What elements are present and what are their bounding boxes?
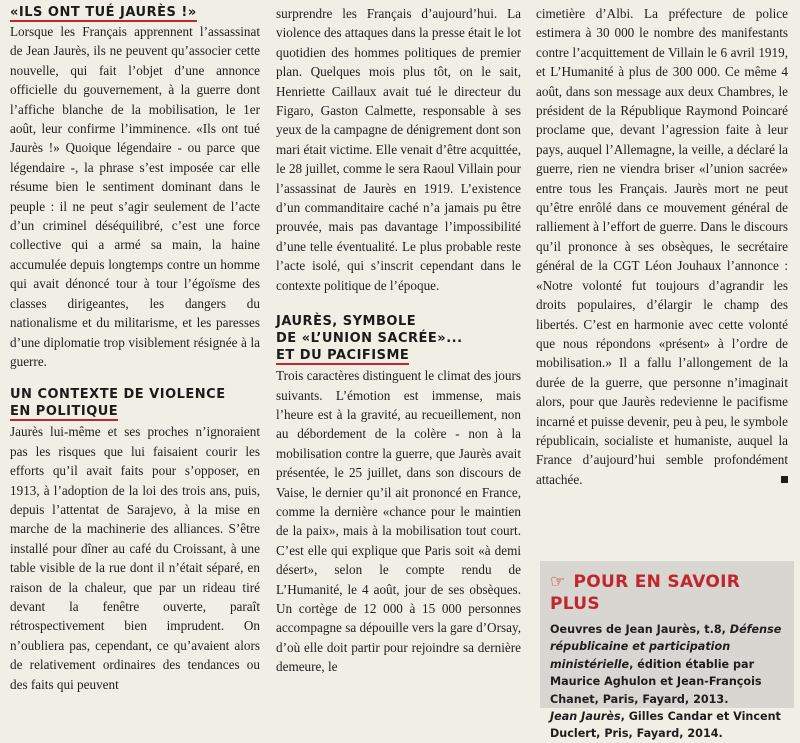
paragraph-col1-1: Lorsque les Français apprennent l’assassinat de Jean Jaurès, ils ne peuvent qu’associer cette nouvelle, qui fait l’objet d’une annonce officielle du gouvernement, à la guerre dont l’affiche blanche de la mobilisation, le 1er août, leur confirme l’imminence. «Ils ont tué Jaurès !» Quoique légendaire - ou parce que légendaire -, la phrase s’est imposée car elle résume bien le sentiment dominant dans le peuple : il ne peut s’agir seulement de l’acte d’un criminel déséquilibré, c’est une force collective qui a armé sa main, la haine accumulée depuis longtemps contre un homme qui avait dénoncé tour à tour l’égoïsme des classes dirigeantes, les dangers du nationalisme et du militarisme, et les paresses d’une diplomatie trop visiblement résignée à la guerre. xyxy=(10,24,260,369)
further-reading-box xyxy=(540,561,794,741)
heading-contexte-violence: UN CONTEXTE DE VIOLENCE EN POLITIQUE xyxy=(10,387,226,420)
heading-ils-ont-tue-jaures: «ILS ONT TUÉ JAURÈS !» xyxy=(10,5,197,20)
pointing-hand-icon: ☞ xyxy=(550,572,566,592)
paragraph-col2-2: Trois caractères distinguent le climat des jours suivants. L’émotion est immense, mais l’heure est à la gravité, au recueillement, non au débordement de la colère - non à la mobilisation contre la guerre, que Jaurès avait présentée, le 25 juillet, dans son discours de Vaise, le dernier qu’il ait prononcé en France, comme la dernière «chance pour le maintien de la paix», mais à la mobilisation tout court. C’est elle qui explique que Paris soit «à demi désert», selon le compte rendu de L’Humanité, le 4 août, jour de ses obsèques. Un cortège de 12 000 à 15 000 personnes accompagne sa dépouille vers la gare d’Orsay, d’où elle doit partir pour rejoindre sa dernière demeure, le xyxy=(276,368,521,675)
further-reading-title: ☞ POUR EN SAVOIR PLUS xyxy=(550,572,741,614)
column-2 xyxy=(276,4,521,677)
paragraph-col2-1: surprendre les Français d’aujourd’hui. La violence des attaques dans la presse était le lot quotidien des hommes politiques de premier plan. Quelques mois plus tôt, on le sait, Henriette Caillaux avait tué le directeur du Figaro, Gaston Calmette, responsable à ses yeux de la campagne de dénigrement dont son mari était victime. Elle venait d’être acquittée, le 28 juillet, comme le sera Raoul Villain pour l’assassinat de Jaurès en 1919. L’existence d’un commanditaire caché n’a jamais pu être prouvée, mais pas davantage l’impossibilité d’une telle éventualité. Le plus probable reste l’acte isolé, qui s’inscrit cependant dans le contexte politique de l’époque. xyxy=(276,6,521,293)
column-3 xyxy=(536,4,788,489)
reference-2: Jean Jaurès, Gilles Candar et Vincent Duclert, Pris, Fayard, 2014. xyxy=(550,710,781,741)
paragraph-col1-2: Jaurès lui-même et ses proches n’ignoraient pas les risques que lui faisaient courir les efforts qu’il avait faits pour s’opposer, en 1913, à l’adoption de la loi des trois ans, puis, depuis l’attentat de Sarajevo, à la mise en marche de la machinerie des alliances. S’être installé pour dîner au café du Croissant, à une table visible de la rue dont il n’était séparé, en raison de la chaleur, que par un rideau tiré devant la fenêtre ouverte, paraît rétrospectivement bien imprudent. On n’oubliera pas, cependant, ce qu’avaient alors de relativement ordinaires des tendances ou des faits qui peuvent xyxy=(10,424,260,692)
end-mark-icon xyxy=(781,476,788,483)
reference-1: Oeuvres de Jean Jaurès, t.8, Défense républicaine et participation ministérielle, édition établie par Maurice Aghulon et Jean-François Chanet, Paris, Fayard, 2013. xyxy=(550,623,782,706)
column-1 xyxy=(10,4,260,694)
heading-symbole-union-sacree: JAURÈS, SYMBOLE DE «L’UNION SACRÉE»... ET DU PACIFISME xyxy=(276,314,463,364)
paragraph-col3-1: cimetière d’Albi. La préfecture de police estimera à 30 000 le nombre des manifestants contre l’acquittement de Villain le 6 avril 1919, et L’Humanité à plus de 300 000. Ce même 4 août, dans son message aux deux Chambres, le président de la République Raymond Poincaré proclame que, devant l’agression faite à leur pays, auquel l’Allemagne, la veille, a déclaré la guerre, rien ne viendra briser «l’union sacrée» entre tous les Français. Jaurès mort ne peut qu’être enrôlé dans ce mouvement général de ralliement à l’effort de guerre. Dans le discours qu’il prononce à ses obsèques, le secrétaire général de la CGT Léon Jouhaux l’annonce : «Notre volonté fut toujours d’agrandir les droits populaires, d’élargir le champ des libertés. C’est en harmonie avec cette volonté que nous répondons «présent» à l’ordre de mobilisation.» Il a fallu l’allongement de la durée de la guerre, que personne n’imaginait alors, pour que Jaurès redevienne le pacifisme incarné et puisse devenir, peu à peu, le symbole républicain, socialiste et humaniste, auquel la France d’aujourd’hui semble profondément attachée. xyxy=(536,6,788,487)
